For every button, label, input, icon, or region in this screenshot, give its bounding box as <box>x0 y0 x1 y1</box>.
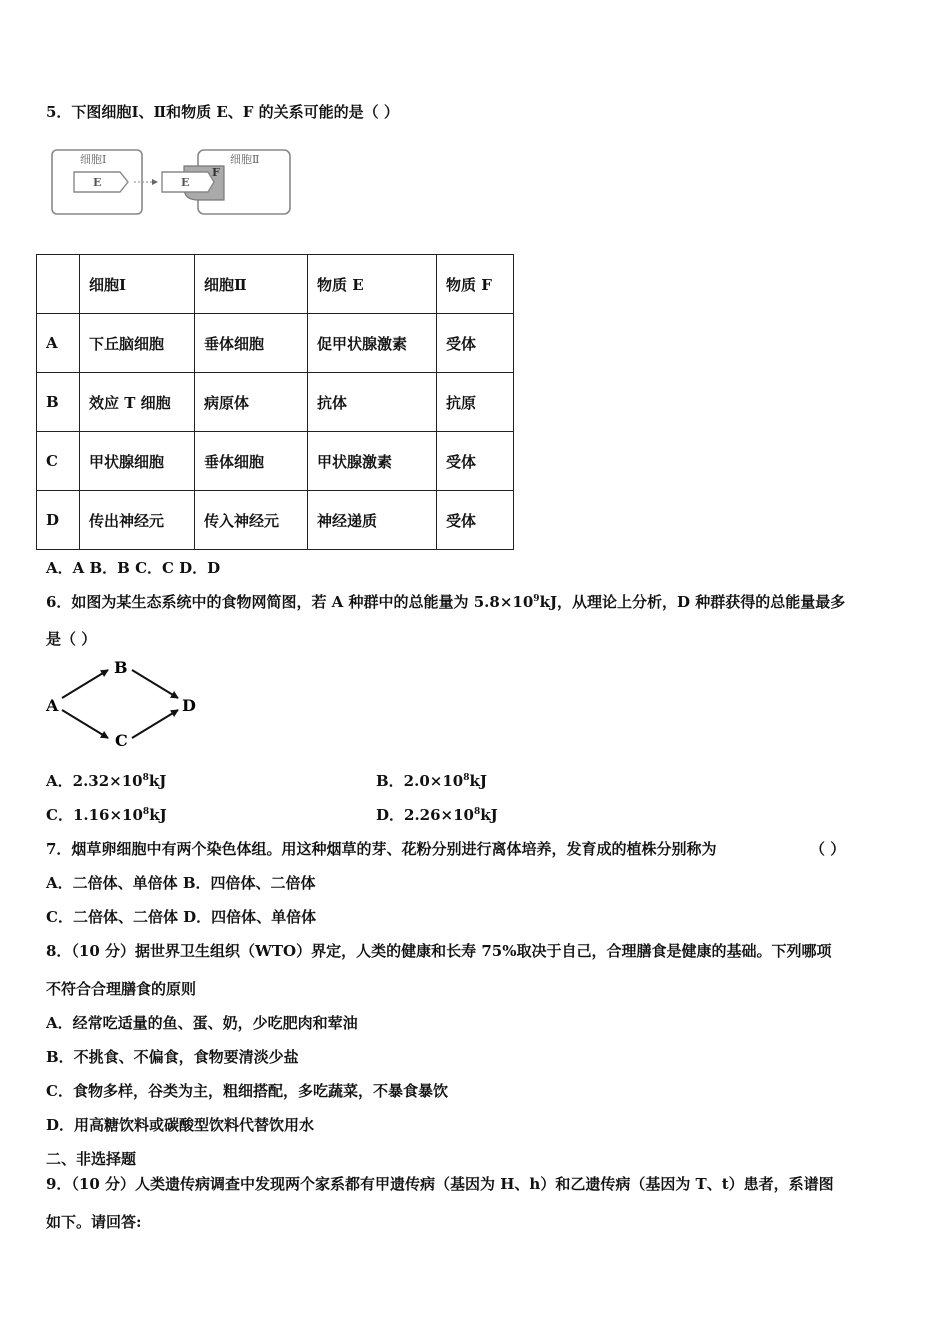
table-row <box>37 314 514 373</box>
q5-options: A．A B．B C．C D．D <box>46 559 221 577</box>
arrow-a-to-c <box>62 710 108 738</box>
q7-options-line1: A．二倍体、单倍体 B．四倍体、二倍体 <box>46 874 316 892</box>
table-cell: 效应 T 细胞 <box>80 373 195 432</box>
q7-answer-paren: （ ） <box>810 840 846 858</box>
table-cell: 垂体细胞 <box>195 314 308 373</box>
section-title: 二、非选择题 <box>46 1150 137 1168</box>
cell-relationship-figure <box>48 148 298 220</box>
table-cell: 物质 F <box>437 255 514 314</box>
q8-option-a: A．经常吃适量的鱼、蛋、奶，少吃肥肉和荤油 <box>46 1014 358 1032</box>
q8-option-c: C．食物多样，谷类为主，粗细搭配，多吃蔬菜，不暴食暴饮 <box>46 1082 448 1100</box>
q8-stem-line2: 不符合合理膳食的原则 <box>46 980 197 998</box>
table-cell: 抗原 <box>437 373 514 432</box>
arrow-a-to-b <box>62 670 108 698</box>
food-web-diagram <box>40 654 210 754</box>
q8-stem-line1: 8．（10 分）据世界卫生组织（WTO）界定，人类的健康和长寿 75%取决于自己，合理膳食是健康的基础。下列哪项 <box>46 942 832 960</box>
q6-option-d: D．$2.26\times 10^8kJ$ <box>376 806 498 824</box>
q8-option-b: B．不挑食、不偏食，食物要清淡少盐 <box>46 1048 299 1066</box>
q7-stem: 7．烟草卵细胞中有两个染色体组。用这种烟草的芽、花粉分别进行离体培养，发育成的植株分别称为 <box>46 840 717 858</box>
table-cell: 病原体 <box>195 373 308 432</box>
q9-stem-line1: 9．（10 分）人类遗传病调查中发现两个家系都有甲遗传病（基因为 H、h）和乙遗传病（基因为 T、t）患者，系谱图 <box>46 1175 834 1193</box>
table-row <box>37 373 514 432</box>
table-cell: 甲状腺细胞 <box>80 432 195 491</box>
table-cell: 受体 <box>437 432 514 491</box>
q7-options-line2: C．二倍体、二倍体 D．四倍体、单倍体 <box>46 908 317 926</box>
table-cell: 促甲状腺激素 <box>308 314 437 373</box>
table-cell: 受体 <box>437 491 514 550</box>
table-cell: 传入神经元 <box>195 491 308 550</box>
arrow-c-to-d <box>132 710 178 738</box>
table-cell: 神经递质 <box>308 491 437 550</box>
table-cell: D <box>37 491 80 550</box>
table-header-row <box>37 255 514 314</box>
table-row <box>37 491 514 550</box>
q6-option-b: B．$2.0\times 10^8kJ$ <box>376 772 487 790</box>
table-cell: A <box>37 314 80 373</box>
arrow-b-to-d <box>132 670 178 698</box>
table-cell: C <box>37 432 80 491</box>
table-cell: 下丘脑细胞 <box>80 314 195 373</box>
node-b: B <box>114 658 128 677</box>
q6-option-a: A．$2.32\times 10^8kJ$ <box>46 772 167 790</box>
cell-2-label: 细胞Ⅱ <box>230 153 260 166</box>
substance-e-label-2: E <box>181 176 190 189</box>
table-row <box>37 432 514 491</box>
q6-stem-line2: 是（ ） <box>46 630 97 648</box>
table-cell: 垂体细胞 <box>195 432 308 491</box>
table-cell: 细胞Ⅱ <box>195 255 308 314</box>
table-cell: 抗体 <box>308 373 437 432</box>
q6-option-c: C．$1.16\times 10^8kJ$ <box>46 806 167 824</box>
node-a: A <box>46 696 59 715</box>
q8-option-d: D．用高糖饮料或碳酸型饮料代替饮用水 <box>46 1116 315 1134</box>
q5-stem: 5．下图细胞Ⅰ、Ⅱ和物质 E、F 的关系可能的是（ ） <box>46 103 399 121</box>
cell-1-label: 细胞Ⅰ <box>80 153 107 166</box>
table-cell <box>37 255 80 314</box>
q5-options-table <box>36 254 514 550</box>
node-c: C <box>115 731 128 750</box>
substance-f-label: F <box>212 166 220 179</box>
q9-stem-line2: 如下。请回答: <box>46 1213 142 1231</box>
table-cell: 受体 <box>437 314 514 373</box>
table-cell: B <box>37 373 80 432</box>
substance-e-label-1: E <box>93 176 102 189</box>
table-cell: 细胞Ⅰ <box>80 255 195 314</box>
q6-stem-line1: 6．如图为某生态系统中的食物网简图，若 A 种群中的总能量为 $5.8\times 10^9kJ$，从理论上分析，D 种群获得的总能量最多 <box>46 593 846 611</box>
node-d: D <box>182 696 196 715</box>
table-cell: 物质 E <box>308 255 437 314</box>
transfer-arrow-head <box>152 179 158 185</box>
table-cell: 传出神经元 <box>80 491 195 550</box>
table-cell: 甲状腺激素 <box>308 432 437 491</box>
